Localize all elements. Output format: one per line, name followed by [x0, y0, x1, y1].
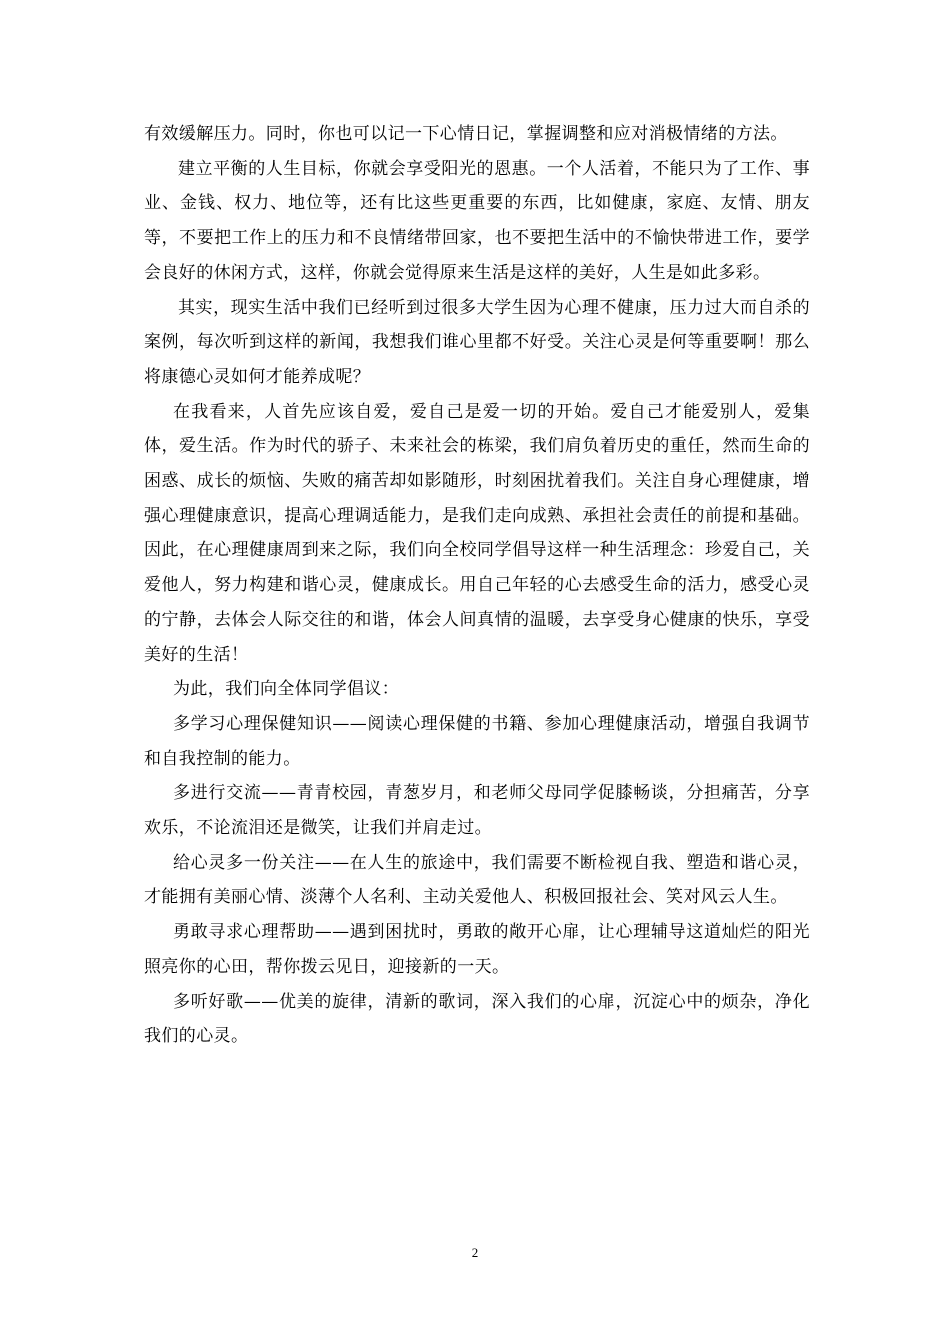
paragraph-continuation: 有效缓解压力。同时，你也可以记一下心情日记，掌握调整和应对消极情绪的方法。: [144, 124, 788, 144]
paragraph-proposal-attention: 给心灵多一份关注——在人生的旅途中，我们需要不断检视自我、塑造和谐心灵，才能拥有美丽心情、淡薄个人名利、主动关爱他人、积极回报社会、笑对风云人生。: [144, 852, 810, 908]
page-number: 2: [471, 1245, 479, 1260]
paragraph-balanced-goals: 建立平衡的人生目标，你就会享受阳光的恩惠。一个人活着，不能只为了工作、事业、金钱、权力、地位等，还有比这些更重要的东西，比如健康，家庭、友情、朋友等，不要把工作上的压力和不良情绪带回家，也不要把生活中的不愉快带进工作，要学会良好的休闲方式，这样，你就会觉得原来生活是这样的美好，人生是如此多彩。: [144, 158, 810, 283]
paragraph-proposal-learn: 多学习心理保健知识——阅读心理保健的书籍、参加心理健康活动，增强自我调节和自我控制的能力。: [144, 713, 810, 769]
paragraph-proposal-songs: 多听好歌——优美的旋律，清新的歌词，深入我们的心扉，沉淀心中的烦杂，净化我们的心灵。: [144, 991, 810, 1047]
body-text: [144, 117, 810, 1054]
paragraph-proposal-intro: 为此，我们向全体同学倡议：: [173, 679, 400, 700]
paragraph-proposal-communicate: 多进行交流——青青校园，青葱岁月，和老师父母同学促膝畅谈，分担痛苦，分享欢乐，不论流泪还是微笑，让我们并肩走过。: [144, 783, 810, 839]
paragraph-reality: 其实，现实生活中我们已经听到过很多大学生因为心理不健康，压力过大而自杀的案例，每次听到这样的新闻，我想我们谁心里都不好受。关注心灵是何等重要啊！那么将康德心灵如何才能养成呢？: [144, 297, 810, 387]
paragraph-proposal-help: 勇敢寻求心理帮助——遇到困扰时，勇敢的敞开心扉，让心理辅导这道灿烂的阳光照亮你的心田，帮你拨云见日，迎接新的一天。: [144, 922, 810, 977]
paragraph-self-love: 在我看来，人首先应该自爱，爱自己是爱一切的开始。爱自己才能爱别人，爱集体，爱生活。作为时代的骄子、未来社会的栋梁，我们肩负着历史的重任，然而生命的困惑、成长的烦恼、失败的痛苦却如影随形，时刻困扰着我们。关注自身心理健康，增强心理健康意识，提高心理调适能力，是我们走向成熟、承担社会责任的前提和基础。因此，在心理健康周到来之际，我们向全校同学倡导这样一种生活理念：珍爱自己，关爱他人，努力构建和谐心灵，健康成长。用自己年轻的心去感受生命的活力，感受心灵的宁静，去体会人际交往的和谐，体会人间真情的温暖，去享受身心健康的快乐，享受美好的生活！: [144, 401, 810, 665]
